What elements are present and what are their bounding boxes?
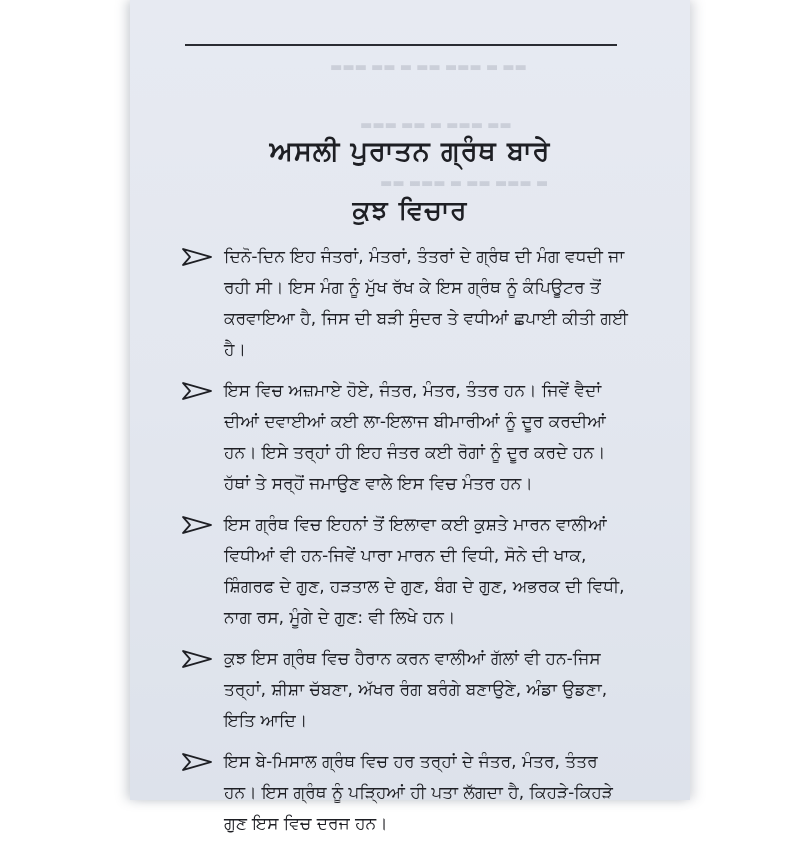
list-item [180,747,630,840]
paragraph-text: ਇਸ ਗ੍ਰੰਥ ਵਿਚ ਇਹਨਾਂ ਤੋਂ ਇਲਾਵਾ ਕਈ ਕੁਸ਼ਤੇ ਮਾਰਨ ਵਾਲੀਆਂ ਵਿਧੀਆਂ ਵੀ ਹਨ-ਜਿਵੇਂ ਪਾਰਾ ਮਾਰਨ ਦੀ ਵਿਧੀ, ਸੋਨੇ ਦੀ ਖਾਕ, ਸ਼ਿੰਗਰਫ ਦੇ ਗੁਣ, ਹੜਤਾਲ ਦੇ ਗੁਣ, ਬੰਗ ਦੇ ਗੁਣ, ਅਭਰਕ ਦੀ ਵਿਧੀ, ਨਾਗ ਰਸ, ਮੂੰਗੇ ਦੇ ਗੁਣ: ਵੀ ਲਿਖੇ ਹਨ। [224,515,625,628]
book-page [130,0,690,834]
page-title: ਅਸਲੀ ਪੁਰਾਤਨ ਗ੍ਰੰਥ ਬਾਰੇ [269,136,551,167]
paragraph-text: ਇਸ ਵਿਚ ਅਜ਼ਮਾਏ ਹੋਏ, ਜੰਤਰ, ਮੰਤਰ, ਤੰਤਰ ਹਨ। ਜਿਵੇਂ ਵੈਦਾਂ ਦੀਆਂ ਦਵਾਈਆਂ ਕਈ ਲਾ-ਇਲਾਜ ਬੀਮਾਰੀਆਂ ਨੂੰ ਦੂਰ ਕਰਦੀਆਂ ਹਨ। ਇਸੇ ਤਰ੍ਹਾਂ ਹੀ ਇਹ ਜੰਤਰ ਕਈ ਰੋਗਾਂ ਨੂੰ ਦੂਰ ਕਰਦੇ ਹਨ। ਹੱਥਾਂ ਤੇ ਸਰ੍ਹੋਂ ਜਮਾਉਣ ਵਾਲੇ ਇਸ ਵਿਚ ਮੰਤਰ ਹਨ। [224,381,606,494]
list-item [180,242,630,366]
paragraph-text: ਕੁਝ ਇਸ ਗ੍ਰੰਥ ਵਿਚ ਹੈਰਾਨ ਕਰਨ ਵਾਲੀਆਂ ਗੱਲਾਂ ਵੀ ਹਨ-ਜਿਸ ਤਰ੍ਹਾਂ, ਸ਼ੀਸ਼ਾ ਚੱਬਣਾ, ਅੱਖਰ ਰੰਗ ਬਰੰਗੇ ਬਣਾਉਣੇ, ਅੰਡਾ ਉਡਣਾ, ਇਤਿ ਆਦਿ। [224,649,608,731]
list-item [180,510,630,634]
show-through-3: ▬ ▬▬▬ ▬▬ ▬ ▬▬▬ ▬▬ [380,176,549,191]
paragraph-text: ਦਿਨੋ-ਦਿਨ ਇਹ ਜੰਤਰਾਂ, ਮੰਤਰਾਂ, ਤੰਤਰਾਂ ਦੇ ਗ੍ਰੰਥ ਦੀ ਮੰਗ ਵਧਦੀ ਜਾ ਰਹੀ ਸੀ। ਇਸ ਮੰਗ ਨੂੰ ਮੁੱਖ ਰੱਖ ਕੇ ਇਸ ਗ੍ਰੰਥ ਨੂੰ ਕੰਪਿਊਟਰ ਤੋਂ ਕਰਵਾਇਆ ਹੈ, ਜਿਸ ਦੀ ਬੜੀ ਸੁੰਦਰ ਤੇ ਵਧੀਆਂ ਛਪਾਈ ਕੀਤੀ ਗਈ ਹੈ। [224,247,628,360]
paragraph-text: ਇਸ ਬੇ-ਮਿਸਾਲ ਗ੍ਰੰਥ ਵਿਚ ਹਰ ਤਰ੍ਹਾਂ ਦੇ ਜੰਤਰ, ਮੰਤਰ, ਤੰਤਰ ਹਨ। ਇਸ ਗ੍ਰੰਥ ਨੂੰ ਪੜ੍ਹਿਆਂ ਹੀ ਪਤਾ ਲੱਗਦਾ ਹੈ, ਕਿਹੜੇ-ਕਿਹੜੇ ਗੁਣ ਇਸ ਵਿਚ ਦਰਜ ਹਨ। [224,752,613,834]
arrow-bullet-icon [182,650,212,668]
bullet-list [180,242,630,850]
arrow-bullet-icon [182,248,212,266]
arrow-bullet-icon [182,382,212,400]
show-through-2: ▬▬ ▬▬▬ ▬ ▬▬ ▬▬▬ [360,118,512,133]
show-through-1: ▬▬ ▬ ▬▬▬ ▬▬ ▬ ▬▬ ▬▬▬ [330,60,527,75]
list-item [180,376,630,500]
list-item [180,644,630,737]
page-subtitle: ਕੁਝ ਵਿਚਾਰ [352,196,468,226]
arrow-bullet-icon [182,753,212,771]
arrow-bullet-icon [182,516,212,534]
top-rule [185,44,617,46]
